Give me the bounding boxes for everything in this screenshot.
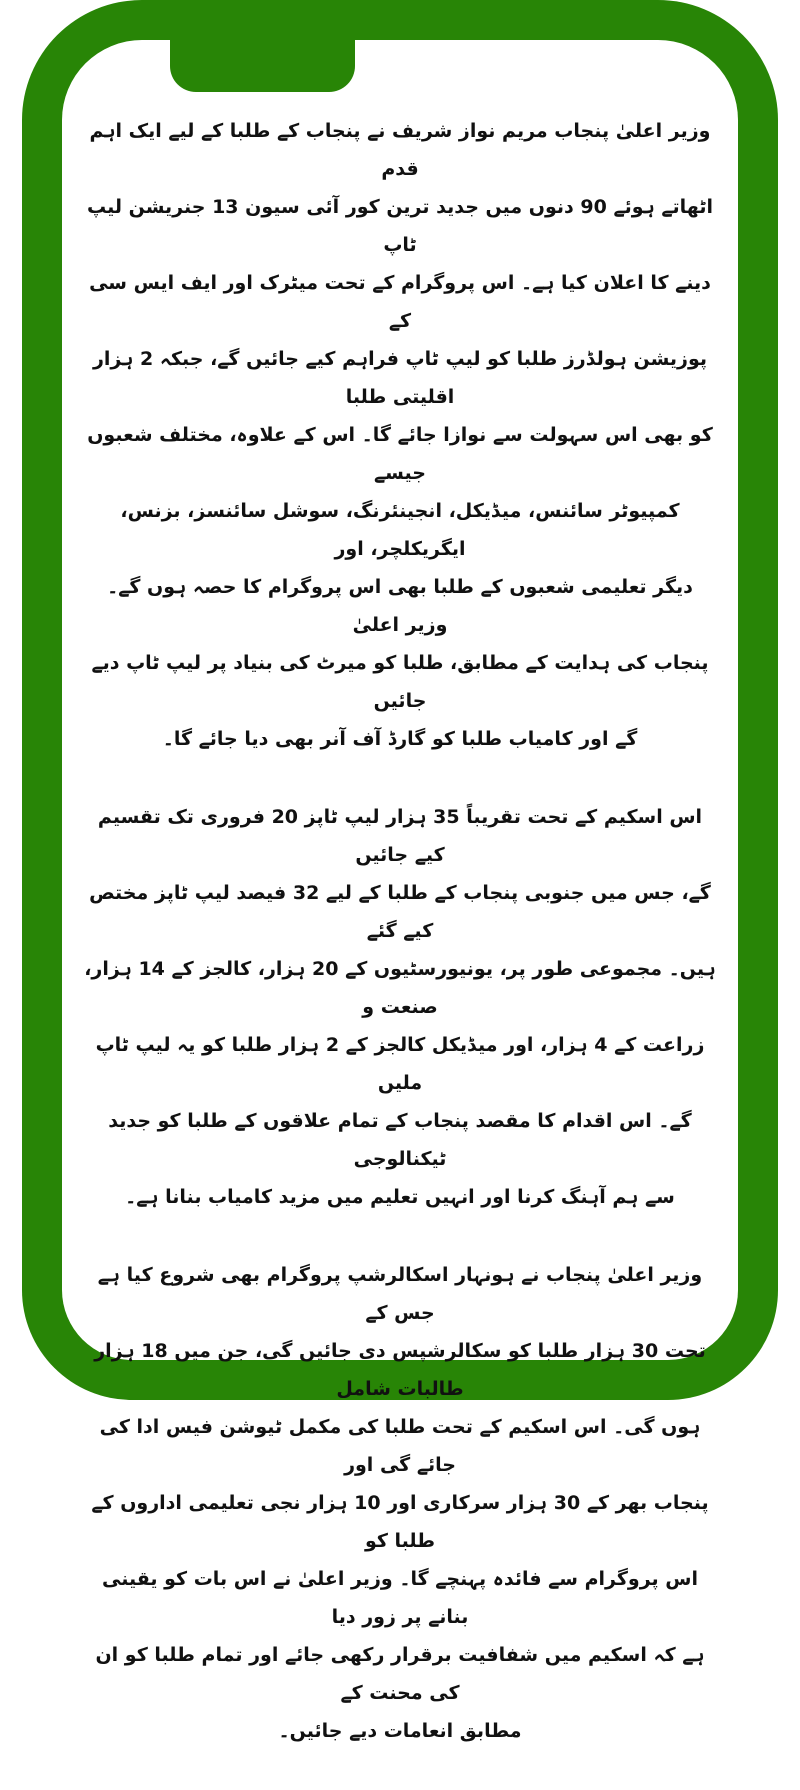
text-line: ہے کہ اسکیم میں شفافیت برقرار رکھی جائے اور تمام طلبا کو ان کی محنت کے (95, 1644, 705, 1704)
text-line: پوزیشن ہولڈرز طلبا کو لیپ ٹاپ فراہم کیے جائیں گے، جبکہ 2 ہزار اقلیتی طلبا (92, 348, 708, 408)
text-line: کو بھی اس سہولت سے نوازا جائے گا۔ اس کے علاوہ، مختلف شعبوں جیسے (87, 424, 713, 484)
paragraph (84, 1256, 716, 1750)
text-line: مطابق انعامات دیے جائیں۔ (278, 1720, 522, 1742)
text-line: وزیر اعلیٰ پنجاب نے ہونہار اسکالرشپ پروگرام بھی شروع کیا ہے جس کے (97, 1264, 703, 1324)
text-line: گے اور کامیاب طلبا کو گارڈ آف آنر بھی دیا جائے گا۔ (162, 728, 638, 750)
text-line: پنجاب بھر کے 30 ہزار سرکاری اور 10 ہزار نجی تعلیمی اداروں کے طلبا کو (91, 1492, 709, 1552)
text-line: پنجاب کی ہدایت کے مطابق، طلبا کو میرٹ کی بنیاد پر لیپ ٹاپ دیے جائیں (91, 652, 709, 712)
text-line: گے، جس میں جنوبی پنجاب کے طلبا کے لیے 32 فیصد لیپ ٹاپز مختص کیے گئے (89, 882, 711, 942)
text-line: اٹھاتے ہوئے 90 دنوں میں جدید ترین کور آئی سیون 13 جنریشن لیپ ٹاپ (87, 196, 713, 256)
paragraph (84, 112, 716, 758)
text-line: ہیں۔ مجموعی طور پر، یونیورسٹیوں کے 20 ہزار، کالجز کے 14 ہزار، صنعت و (84, 958, 716, 1018)
text-line: وزیر اعلیٰ پنجاب مریم نواز شریف نے پنجاب کے طلبا کے لیے ایک اہم قدم (89, 120, 711, 180)
text-line: دینے کا اعلان کیا ہے۔ اس پروگرام کے تحت میٹرک اور ایف ایس سی کے (89, 272, 711, 332)
phone-notch (170, 40, 355, 92)
text-line: کمپیوٹر سائنس، میڈیکل، انجینئرنگ، سوشل سائنسز، بزنس، ایگریکلچر، اور (120, 500, 680, 560)
article-body (84, 112, 716, 1790)
text-line: زراعت کے 4 ہزار، اور میڈیکل کالجز کے 2 ہزار طلبا کو یہ لیپ ٹاپ ملیں (95, 1034, 705, 1094)
text-line: اس پروگرام سے فائدہ پہنچے گا۔ وزیر اعلیٰ نے اس بات کو یقینی بنانے پر زور دیا (101, 1568, 698, 1628)
text-line: دیگر تعلیمی شعبوں کے طلبا بھی اس پروگرام کا حصہ ہوں گے۔ وزیر اعلیٰ (107, 576, 693, 636)
text-line: اس اسکیم کے تحت تقریباً 35 ہزار لیپ ٹاپز 20 فروری تک تقسیم کیے جائیں (97, 806, 703, 866)
text-line: ہوں گی۔ اس اسکیم کے تحت طلبا کی مکمل ٹیوشن فیس ادا کی جائے گی اور (99, 1416, 701, 1476)
paragraph (84, 798, 716, 1216)
text-line: گے۔ اس اقدام کا مقصد پنجاب کے تمام علاقوں کے طلبا کو جدید ٹیکنالوجی (108, 1110, 692, 1170)
text-line: تحت 30 ہزار طلبا کو سکالرشپس دی جائیں گی، جن میں 18 ہزار طالبات شامل (94, 1340, 706, 1400)
text-line: سے ہم آہنگ کرنا اور انہیں تعلیم میں مزید کامیاب بنانا ہے۔ (125, 1186, 675, 1208)
